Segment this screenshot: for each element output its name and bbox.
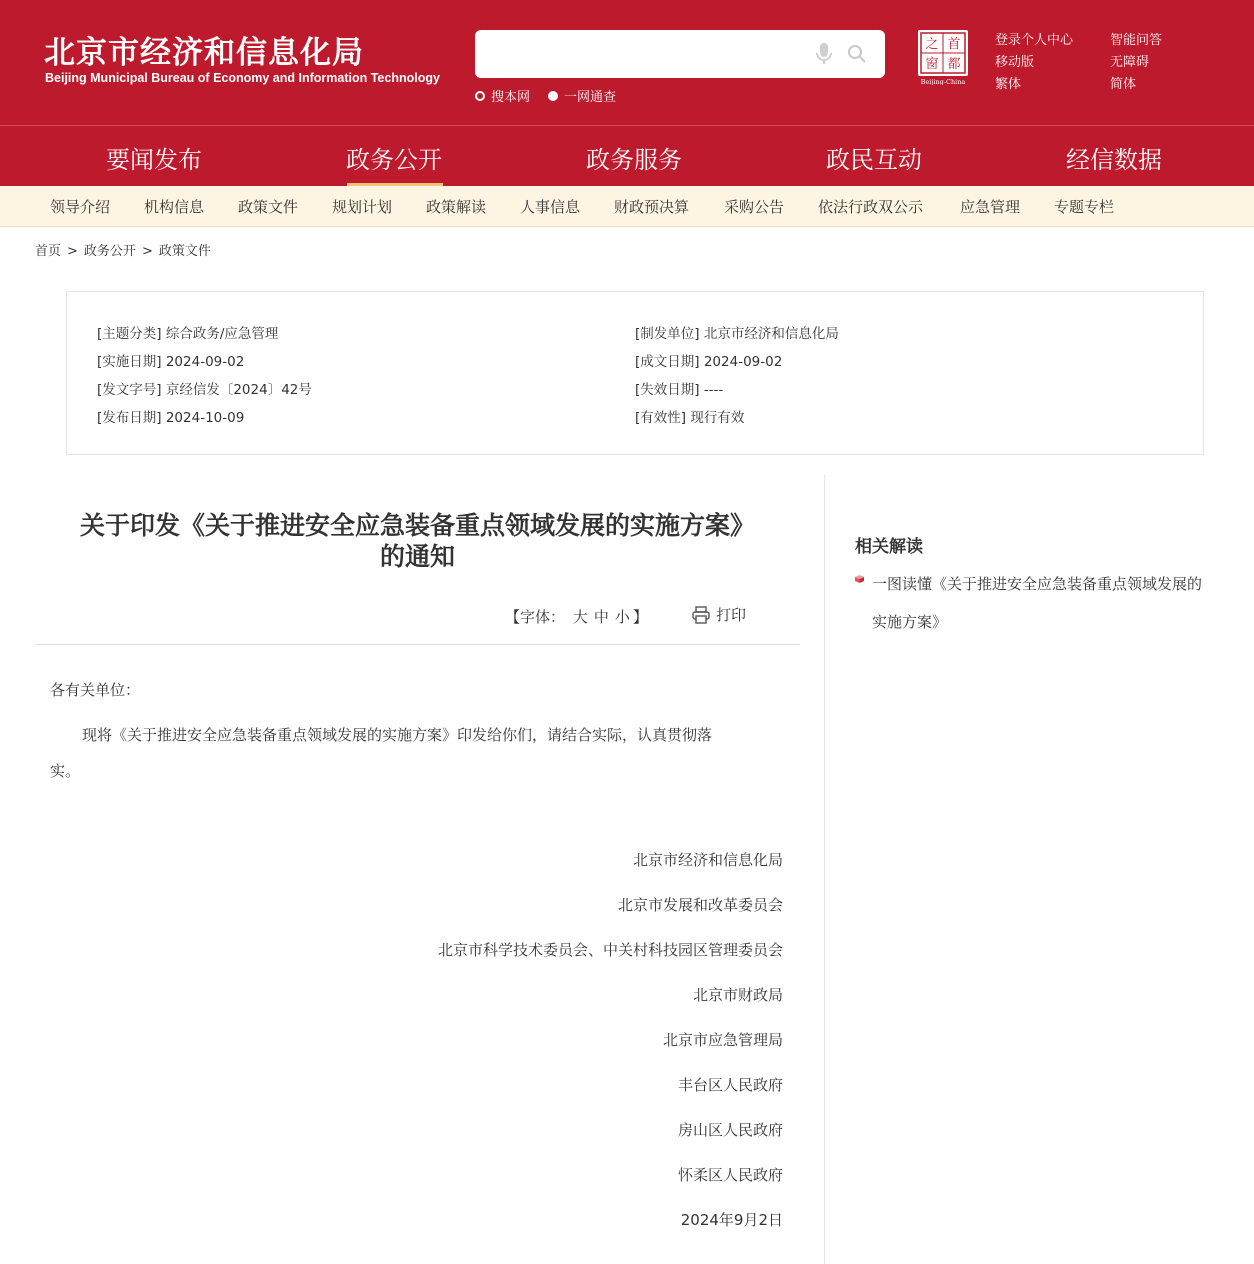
mobile-version-link[interactable]: 移动版 (995, 55, 1035, 70)
site-title-cn[interactable]: 北京市经济和信息化局 (44, 35, 364, 71)
subnav-policy-interpretation[interactable]: 政策解读 (426, 198, 487, 216)
scope-all-network[interactable] (548, 86, 616, 105)
printer-icon (691, 605, 711, 625)
accessibility-link[interactable]: 无障碍 (1110, 55, 1150, 70)
site-header (0, 0, 1254, 125)
nav-data[interactable]: 经信数据 (1066, 146, 1162, 174)
body-paragraph-line2: 实。 (50, 762, 81, 780)
subnav-personnel[interactable]: 人事信息 (520, 198, 581, 216)
article-title: 关于印发《关于推进安全应急装备重点领域发展的实施方案》 的通知 (79, 511, 755, 571)
login-link[interactable]: 登录个人中心 (995, 33, 1074, 48)
nav-gov-services[interactable]: 政务服务 (586, 146, 682, 174)
main-nav (0, 125, 1254, 186)
print-label: 打印 (716, 606, 747, 624)
signature-4: 北京市财政局 (692, 986, 783, 1004)
column-divider (824, 475, 825, 1264)
related-interpretation-link[interactable]: 一图读懂《关于推进安全应急装备重点领域发展的 实施方案》 (872, 575, 1203, 631)
nav-gov-affairs-open[interactable]: 政务公开 (346, 146, 442, 174)
meta-doc-number: [发文字号] 京经信发〔2024〕42号 (97, 382, 312, 398)
capital-window-seal-logo[interactable] (917, 29, 969, 85)
search-icon[interactable] (847, 44, 867, 64)
print-button[interactable] (691, 604, 746, 625)
nav-news[interactable]: 要闻发布 (106, 146, 202, 174)
meta-effective-date: [实施日期] 2024-09-02 (97, 354, 245, 370)
subnav-policy-documents[interactable]: 政策文件 (238, 198, 299, 216)
signature-date: 2024年9月2日 (680, 1211, 783, 1229)
signature-5: 北京市应急管理局 (662, 1031, 783, 1049)
nav-interaction[interactable]: 政民互动 (826, 146, 922, 174)
title-divider (35, 644, 800, 645)
meta-expiry-date: [失效日期] ---- (635, 382, 724, 398)
subnav-budget[interactable]: 财政预决算 (614, 198, 690, 216)
subnav-emergency[interactable]: 应急管理 (960, 198, 1021, 216)
signature-1: 北京市经济和信息化局 (632, 851, 783, 869)
body-paragraph-line1: 现将《关于推进安全应急装备重点领域发展的实施方案》印发给你们，请结合实际，认真贯彻落 (82, 726, 713, 744)
subnav-organization[interactable]: 机构信息 (144, 198, 205, 216)
related-interpretation-title: 相关解读 (855, 537, 923, 557)
signature-6: 丰台区人民政府 (677, 1076, 783, 1094)
search-box (475, 30, 885, 78)
traditional-chinese-link[interactable]: 繁体 (995, 77, 1022, 92)
subnav-leaders[interactable]: 领导介绍 (50, 198, 111, 216)
meta-issuer: [制发单位] 北京市经济和信息化局 (635, 326, 839, 342)
font-size-small[interactable]: 小 (614, 608, 630, 626)
smart-qa-link[interactable]: 智能问答 (1110, 33, 1163, 48)
salutation: 各有关单位： (50, 681, 141, 699)
cube-bullet-icon (855, 575, 864, 583)
font-size-medium[interactable]: 中 (593, 608, 609, 626)
document-metadata-panel (66, 291, 1204, 455)
svg-text:都: 都 (947, 57, 961, 72)
svg-text:Beijing-China: Beijing-China (920, 78, 966, 85)
microphone-icon[interactable] (815, 42, 833, 66)
meta-validity: [有效性] 现行有效 (635, 410, 745, 426)
svg-text:首: 首 (947, 37, 961, 52)
subnav-plans[interactable]: 规划计划 (332, 198, 393, 216)
meta-topic: [主题分类] 综合政务/应急管理 (97, 326, 279, 342)
radio-selected-icon (475, 91, 485, 101)
font-size-large[interactable]: 大 (572, 608, 588, 626)
subnav-procurement[interactable]: 采购公告 (724, 198, 785, 216)
breadcrumb-home[interactable]: 首页 (35, 244, 62, 259)
signature-8: 怀柔区人民政府 (677, 1166, 783, 1184)
subnav-double-publicity[interactable]: 依法行政双公示 (818, 198, 924, 216)
breadcrumb: 首页 > 政务公开 > 政策文件 (35, 244, 211, 259)
scope-label: 一网通查 (564, 90, 617, 105)
search-input[interactable] (489, 40, 809, 68)
svg-text:之: 之 (925, 37, 939, 52)
scope-label: 搜本网 (491, 90, 531, 105)
font-size-switcher: 【字体： 大 中 小 】 (505, 608, 648, 626)
signature-2: 北京市发展和改革委员会 (617, 896, 783, 914)
signature-3: 北京市科学技术委员会、中关村科技园区管理委员会 (437, 941, 783, 959)
meta-publish-date: [发布日期] 2024-10-09 (97, 410, 245, 426)
radio-unselected-icon (548, 91, 558, 101)
signature-7: 房山区人民政府 (677, 1121, 783, 1139)
site-title-en[interactable]: Beijing Municipal Bureau of Economy and Information Technology (45, 71, 440, 85)
sub-nav (0, 186, 1254, 227)
svg-text:窗: 窗 (925, 57, 939, 72)
meta-written-date: [成文日期] 2024-09-02 (635, 354, 783, 370)
breadcrumb-policy-documents[interactable]: 政策文件 (158, 244, 211, 259)
simplified-chinese-link[interactable]: 简体 (1110, 77, 1137, 92)
scope-this-site[interactable] (475, 86, 530, 105)
breadcrumb-gov-affairs[interactable]: 政务公开 (83, 244, 136, 259)
subnav-special-topics[interactable]: 专题专栏 (1054, 198, 1115, 216)
